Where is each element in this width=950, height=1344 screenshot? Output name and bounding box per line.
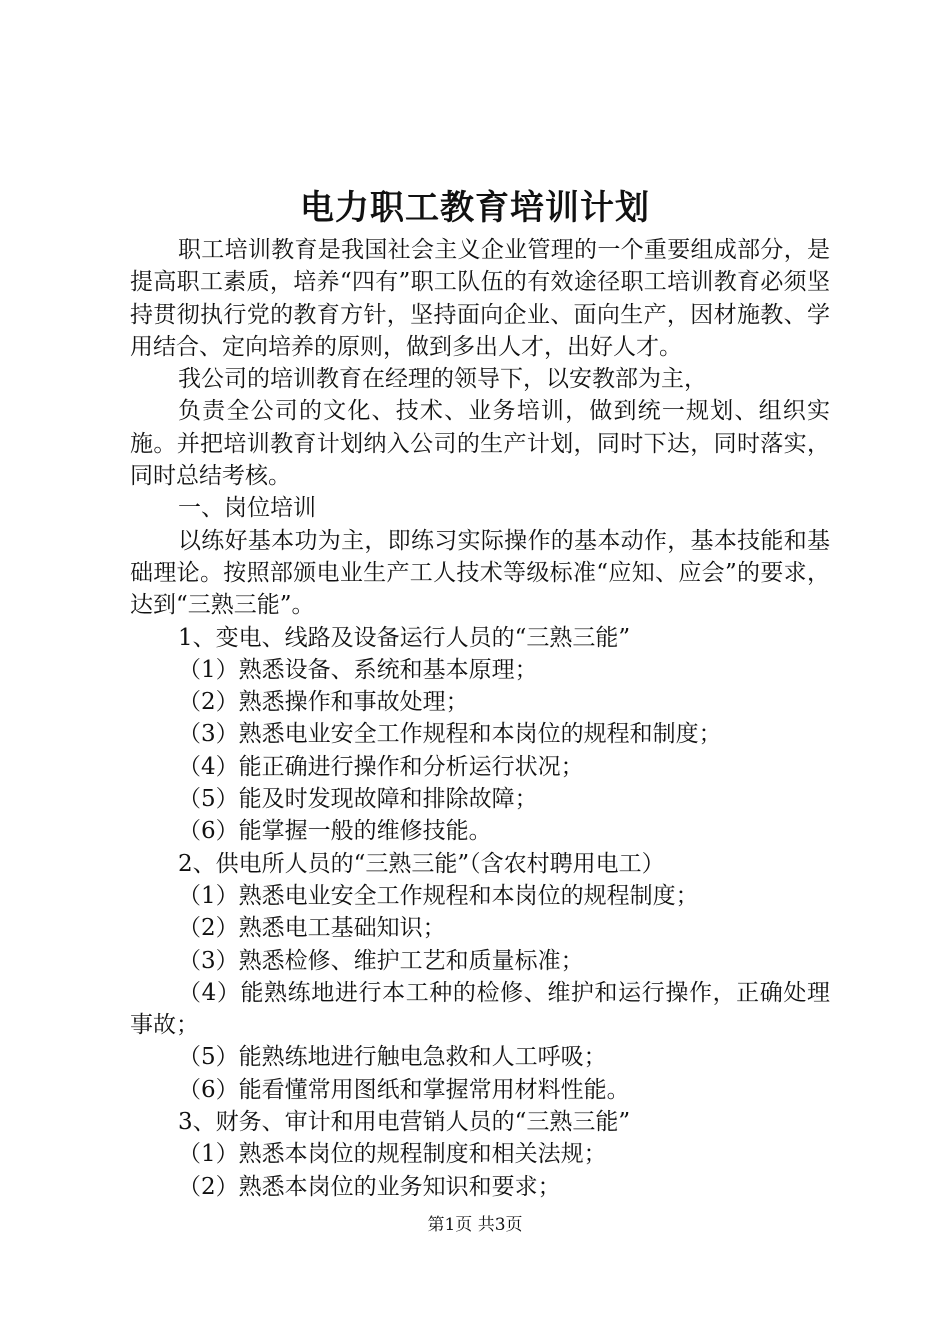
list-item: （2）熟悉操作和事故处理； <box>178 689 469 716</box>
subsection-heading-supply-station: 2、供电所人员的“三熟三能”（含农村聘用电工） <box>178 850 665 877</box>
list-item: （1）熟悉本岗位的规程制度和相关法规； <box>178 1141 607 1168</box>
list-item: （5）能及时发现故障和排除故障； <box>178 786 538 813</box>
list-item: （5）能熟练地进行触电急救和人工呼吸； <box>178 1044 607 1071</box>
list-item: （1）熟悉设备、系统和基本原理； <box>178 656 538 683</box>
list-item: （2）熟悉电工基础知识； <box>178 915 446 942</box>
paragraph-intro: 职工培训教育是我国社会主义企业管理的一个重要组成部分，是提高职工素质，培养“四有”职工队伍的有效途径职工培训教育必须坚持贯彻执行党的教育方针，坚持面向企业、面向生产，因材施教、学用结合、定向培养的原则，做到多出人才，出好人才。 <box>130 237 830 360</box>
subsection-heading-finance: 3、财务、审计和用电营销人员的“三熟三能” <box>178 1109 631 1136</box>
section-heading-job-training: 一、岗位培训 <box>178 495 316 522</box>
list-item: （3）熟悉检修、维护工艺和质量标准； <box>178 947 584 974</box>
paragraph-responsibility: 负责全公司的文化、技术、业务培训，做到统一规划、组织实施。并把培训教育计划纳入公司的生产计划，同时下达，同时落实，同时总结考核。 <box>130 398 830 490</box>
document-body <box>130 234 830 1203</box>
paragraph-basic-skills: 以练好基本功为主，即练习实际操作的基本动作，基本技能和基础理论。按照部颁电业生产工人技术等级标准“应知、应会”的要求，达到“三熟三能”。 <box>130 527 830 619</box>
list-item: （4）能熟练地进行本工种的检修、维护和运行操作，正确处理事故； <box>130 979 830 1039</box>
page-footer: 第1页 共3页 <box>427 1215 523 1235</box>
list-item: （4）能正确进行操作和分析运行状况； <box>178 753 584 780</box>
document-title: 电力职工教育培训计划 <box>300 188 650 228</box>
subsection-heading-operators: 1、变电、线路及设备运行人员的“三熟三能” <box>178 624 631 651</box>
list-item: （6）能掌握一般的维修技能。 <box>178 818 492 845</box>
paragraph-leadership: 我公司的培训教育在经理的领导下，以安教部为主， <box>178 366 707 393</box>
list-item: （6）能看懂常用图纸和掌握常用材料性能。 <box>178 1076 630 1103</box>
list-item: （3）熟悉电业安全工作规程和本岗位的规程和制度； <box>178 721 722 748</box>
list-item: （1）熟悉电业安全工作规程和本岗位的规程制度； <box>178 882 699 909</box>
list-item: （2）熟悉本岗位的业务知识和要求； <box>178 1173 561 1200</box>
